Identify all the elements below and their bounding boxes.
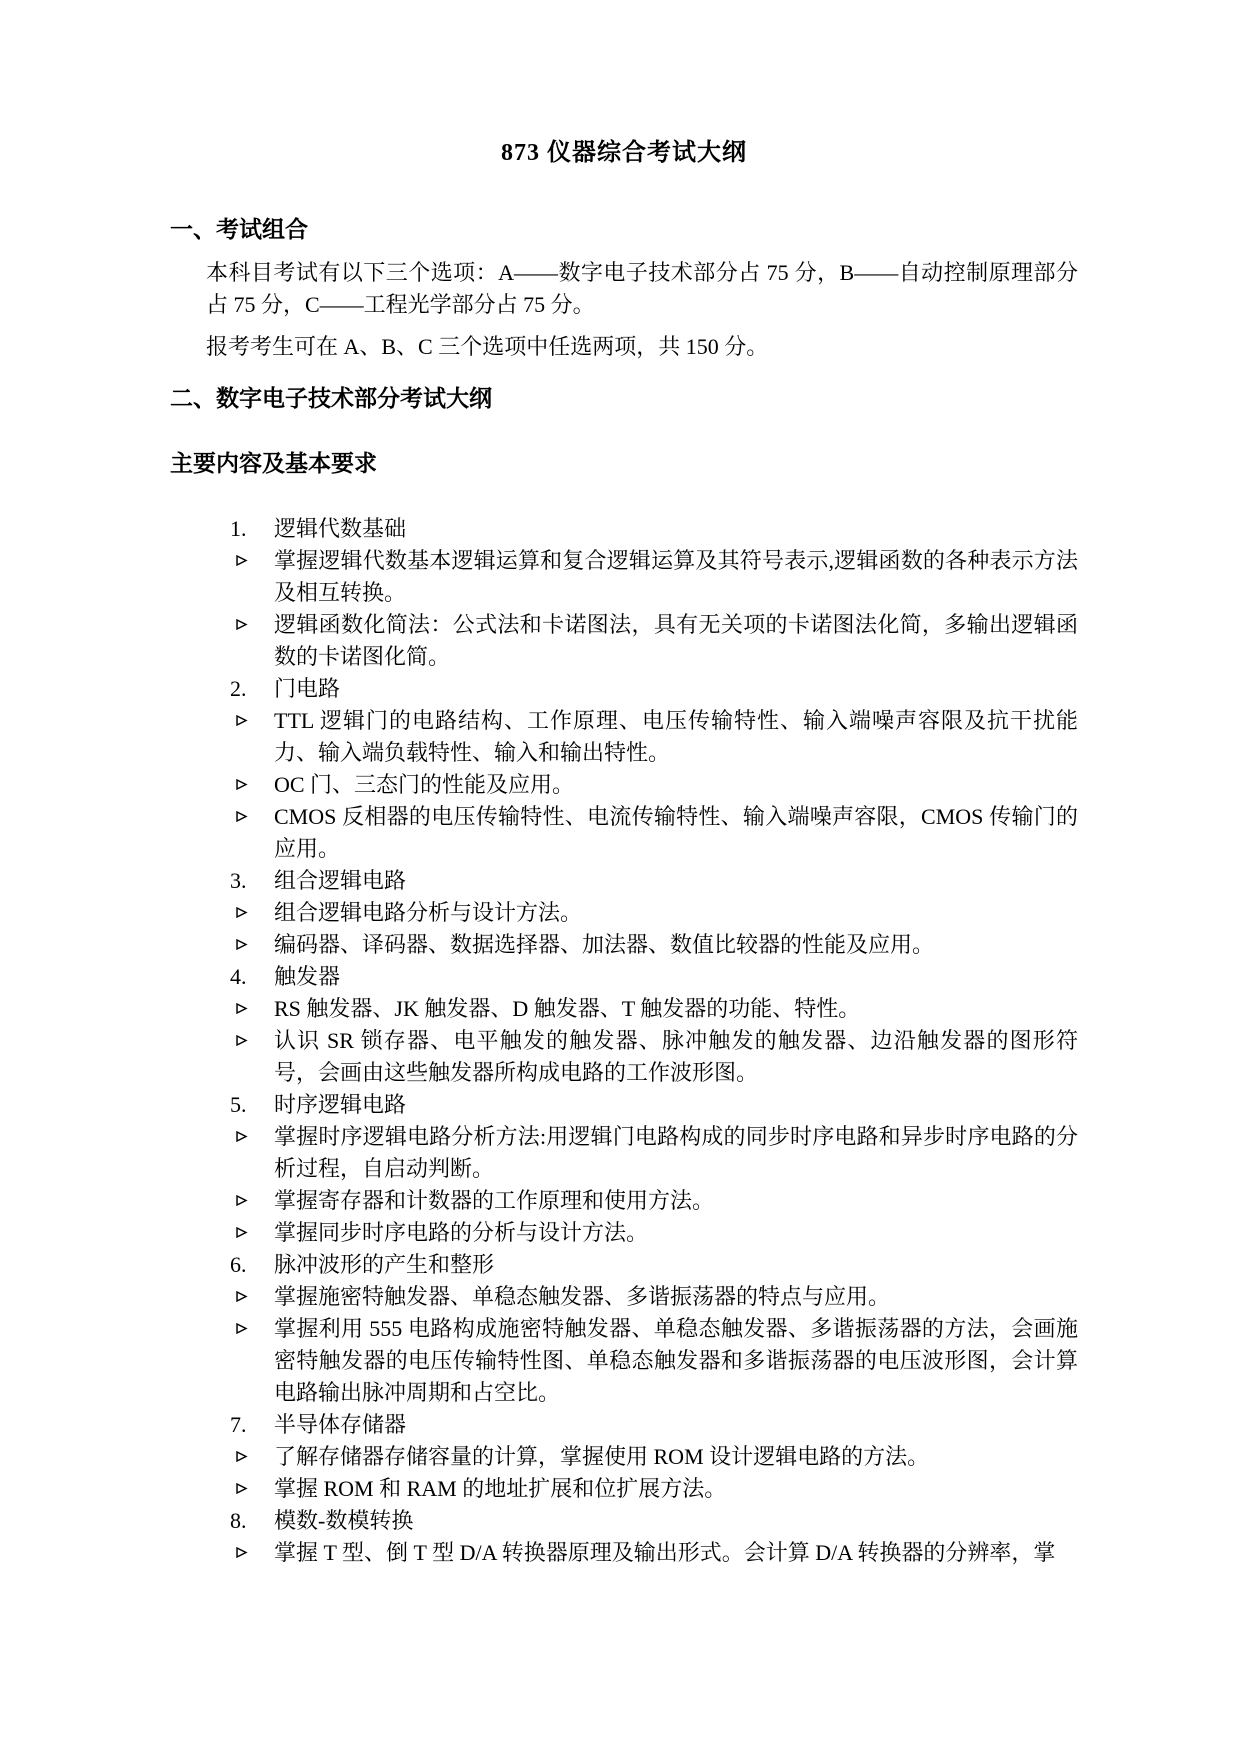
item-text: 组合逻辑电路分析与设计方法。 <box>274 900 583 925</box>
section-heading-exam-combination: 一、考试组合 <box>170 217 308 242</box>
outline-item-bullet <box>230 1473 1078 1505</box>
item-text: 逻辑代数基础 <box>274 516 407 541</box>
section-heading-digital-electronics: 二、数字电子技术部分考试大纲 <box>170 386 492 411</box>
outline-item-bullet <box>230 897 1078 929</box>
item-number-marker: 7. <box>230 1412 247 1437</box>
item-number-marker: 3. <box>230 868 247 893</box>
outline-item-bullet <box>230 1281 1078 1313</box>
outline-item-bullet <box>230 1121 1078 1185</box>
outline-item-bullet <box>230 1313 1078 1409</box>
item-text: 认识 SR 锁存器、电平触发的触发器、脉冲触发的触发器、边沿触发器的图形符号，会画由这些触发器所构成电路的工作波形图。 <box>274 1028 1078 1085</box>
arrow-bullet-icon <box>230 1025 274 1047</box>
outline-item-bullet <box>230 705 1078 769</box>
arrow-bullet-icon <box>230 1281 274 1303</box>
subheading-main-content-requirements: 主要内容及基本要求 <box>170 451 377 476</box>
outline-item-bullet <box>230 545 1078 609</box>
item-number-marker: 4. <box>230 964 247 989</box>
arrow-bullet-icon <box>230 1537 274 1559</box>
arrow-bullet-icon <box>230 1217 274 1239</box>
item-text: CMOS 反相器的电压传输特性、电流传输特性、输入端噪声容限，CMOS 传输门的应用。 <box>274 804 1078 861</box>
item-text: 掌握利用 555 电路构成施密特触发器、单稳态触发器、多谐振荡器的方法，会画施密特触发器的电压传输特性图、单稳态触发器和多谐振荡器的电压波形图，会计算电路输出脉冲周期和占空比。 <box>274 1316 1078 1405</box>
item-number-marker: 5. <box>230 1092 247 1117</box>
item-text: 掌握逻辑代数基本逻辑运算和复合逻辑运算及其符号表示,逻辑函数的各种表示方法及相互转换。 <box>274 548 1078 605</box>
outline-item-number <box>230 1249 1078 1281</box>
arrow-bullet-icon <box>230 897 274 919</box>
arrow-bullet-icon <box>230 1313 274 1335</box>
arrow-bullet-icon <box>230 993 274 1015</box>
item-text: 半导体存储器 <box>274 1412 407 1437</box>
outline-item-bullet <box>230 1441 1078 1473</box>
outline-item-bullet <box>230 801 1078 865</box>
outline-item-bullet <box>230 1025 1078 1089</box>
item-text: 编码器、译码器、数据选择器、加法器、数值比较器的性能及应用。 <box>274 932 935 957</box>
item-number-marker: 2. <box>230 676 247 701</box>
item-text: 掌握寄存器和计数器的工作原理和使用方法。 <box>274 1188 715 1213</box>
outline-item-bullet <box>230 769 1078 801</box>
arrow-bullet-icon <box>230 929 274 951</box>
arrow-bullet-icon <box>230 705 274 727</box>
item-text: 了解存储器存储容量的计算，掌握使用 ROM 设计逻辑电路的方法。 <box>274 1444 930 1469</box>
outline-item-number <box>230 673 1078 705</box>
outline-item-bullet <box>230 993 1078 1025</box>
arrow-bullet-icon <box>230 1185 274 1207</box>
arrow-bullet-icon <box>230 1473 274 1495</box>
outline-item-bullet <box>230 1537 1078 1569</box>
item-text: OC 门、三态门的性能及应用。 <box>274 772 575 797</box>
doc-title: 873 仪器综合考试大纲 <box>501 140 747 166</box>
outline-item-bullet <box>230 1217 1078 1249</box>
item-text: RS 触发器、JK 触发器、D 触发器、T 触发器的功能、特性。 <box>274 996 861 1021</box>
syllabus-outline <box>230 513 1078 1569</box>
arrow-bullet-icon <box>230 769 274 791</box>
arrow-bullet-icon <box>230 1441 274 1463</box>
arrow-bullet-icon <box>230 609 274 631</box>
item-text: 掌握同步时序电路的分析与设计方法。 <box>274 1220 649 1245</box>
outline-item-number <box>230 513 1078 545</box>
para-exam-selection: 报考考生可在 A、B、C 三个选项中任选两项，共 150 分。 <box>206 334 769 359</box>
para-exam-options: 本科目考试有以下三个选项：A——数字电子技术部分占 75 分，B——自动控制原理部分占 75 分，C——工程光学部分占 75 分。 <box>206 260 1078 317</box>
item-text: 时序逻辑电路 <box>274 1092 407 1117</box>
outline-item-number <box>230 865 1078 897</box>
item-number-marker: 6. <box>230 1252 247 1277</box>
item-text: 门电路 <box>274 676 341 701</box>
item-text: 脉冲波形的产生和整形 <box>274 1252 495 1277</box>
item-text: 掌握 ROM 和 RAM 的地址扩展和位扩展方法。 <box>274 1476 727 1501</box>
item-text: 掌握施密特触发器、单稳态触发器、多谐振荡器的特点与应用。 <box>274 1284 891 1309</box>
item-text: 逻辑函数化简法：公式法和卡诺图法，具有无关项的卡诺图法化简，多输出逻辑函数的卡诺图化简。 <box>274 612 1078 669</box>
item-number-marker: 1. <box>230 516 247 541</box>
item-text: 掌握时序逻辑电路分析方法:用逻辑门电路构成的同步时序电路和异步时序电路的分析过程，自启动判断。 <box>274 1124 1078 1181</box>
item-text: 组合逻辑电路 <box>274 868 407 893</box>
item-text: 触发器 <box>274 964 341 989</box>
outline-item-number <box>230 1089 1078 1121</box>
arrow-bullet-icon <box>230 801 274 823</box>
outline-item-bullet <box>230 609 1078 673</box>
outline-item-bullet <box>230 929 1078 961</box>
item-number-marker: 8. <box>230 1508 247 1533</box>
item-text: TTL 逻辑门的电路结构、工作原理、电压传输特性、输入端噪声容限及抗干扰能力、输入端负载特性、输入和输出特性。 <box>274 708 1078 765</box>
outline-item-number <box>230 961 1078 993</box>
outline-item-number <box>230 1409 1078 1441</box>
outline-item-bullet <box>230 1185 1078 1217</box>
item-text: 模数-数模转换 <box>274 1508 414 1533</box>
item-text: 掌握 T 型、倒 T 型 D/A 转换器原理及输出形式。会计算 D/A 转换器的分辨率，掌 <box>274 1540 1056 1565</box>
arrow-bullet-icon <box>230 545 274 567</box>
outline-item-number <box>230 1505 1078 1537</box>
arrow-bullet-icon <box>230 1121 274 1143</box>
